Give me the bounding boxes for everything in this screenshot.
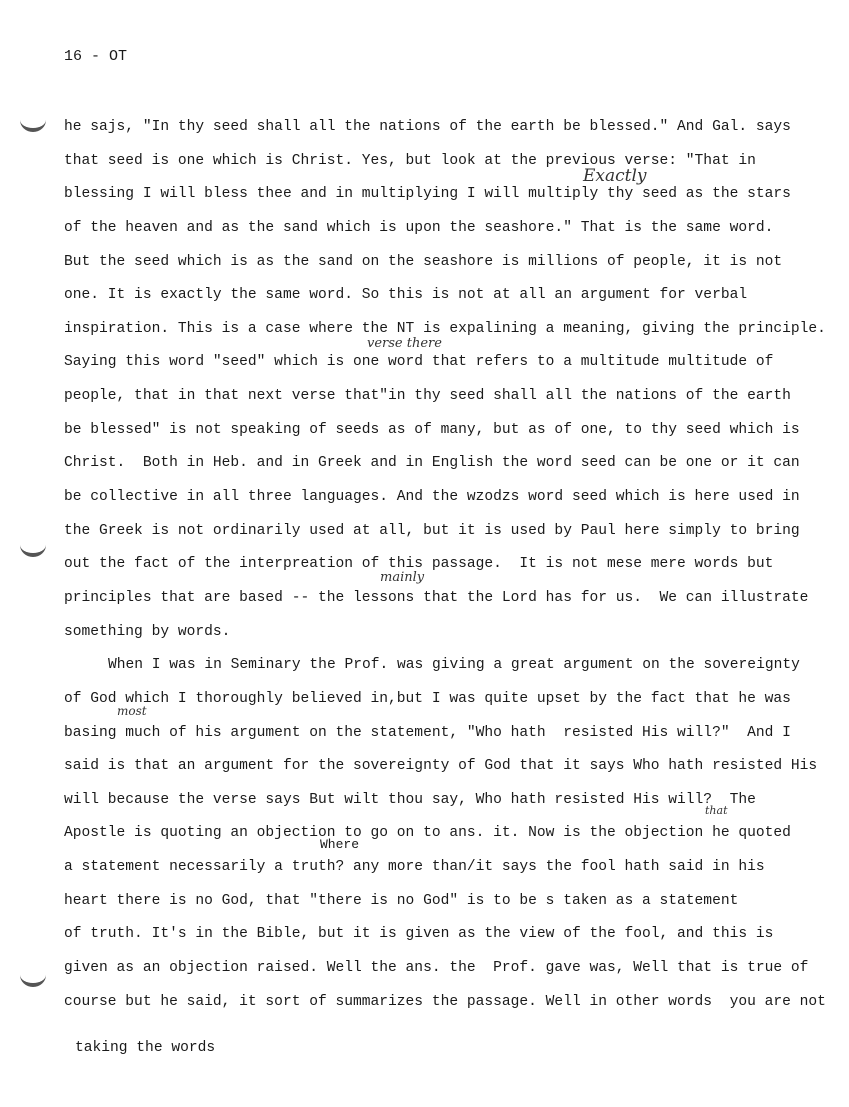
typed-insertion-where: Where [320,837,360,852]
hole-punch-mark [20,963,46,987]
text-line: Saying this word "seed" which is one word that refers to a multitude multitude of [64,354,774,371]
text-line: basing much of his argument on the statement, "Who hath resisted His will?" And I [64,724,791,741]
text-line: will because the verse says But wilt thou say, Who hath resisted His will? The [64,791,756,808]
handwritten-note-exactly: Exactly [583,166,647,186]
text-line: blessing I will bless thee and in multiplying I will multiply thy seed as the stars [64,186,791,203]
text-line: that seed is one which is Christ. Yes, but look at the previous verse: "That in [64,152,756,169]
text-line: When I was in Seminary the Prof. was giving a great argument on the sovereignty [108,657,800,674]
text-line: something by words. [64,623,231,640]
hole-punch-mark [20,108,46,132]
text-line: Apostle is quoting an objection to go on to ans. it. Now is the objection he quoted [64,825,791,842]
text-line: one. It is exactly the same word. So this is not at all an argument for verbal [64,287,748,304]
text-line: But the seed which is as the sand on the seashore is millions of people, it is not [64,253,783,270]
text-line: be collective in all three languages. And the wzodzs word seed which is here used in [64,489,800,506]
text-line: out the fact of the interpreation of this passage. It is not mese mere words but [64,556,774,573]
page-header: 16 - OT [64,48,128,65]
text-line: inspiration. This is a case where the NT is expalining a meaning, giving the principle. [64,320,826,337]
text-line: be blessed" is not speaking of seeds as of many, but as of one, to thy seed which is [64,421,800,438]
text-line: of truth. It's in the Bible, but it is given as the view of the fool, and this is [64,926,774,943]
text-line: principles that are based -- the lessons that the Lord has for us. We can illustrate [64,589,809,606]
text-line: he sajs, "In thy seed shall all the nations of the earth be blessed." And Gal. says [64,119,791,135]
hole-punch-mark [20,533,46,557]
handwritten-note-verse-there: verse there [367,336,442,351]
handwritten-note-that: that [705,804,728,817]
text-line: course but he said, it sort of summarizes the passage. Well in other words you are not [64,993,826,1010]
text-line: of God which I thoroughly believed in,but I was quite upset by the fact that he was [64,690,791,707]
handwritten-note-most: most [117,704,147,718]
text-line: said is that an argument for the sovereignty of God that it says Who hath resisted His [64,758,818,775]
text-line: given as an objection raised. Well the ans. the Prof. gave was, Well that is true of [64,960,809,977]
text-line: Christ. Both in Heb. and in Greek and in English the word seed can be one or it can [64,455,800,472]
text-line: heart there is no God, that "there is no God" is to be s taken as a statement [64,892,739,909]
text-line: a statement necessarily a truth? any more than/it says the fool hath said in his [64,859,765,876]
handwritten-note-mainly: mainly [380,570,425,585]
document-body [64,111,826,1019]
text-line: of the heaven and as the sand which is upon the seashore." That is the same word. [64,219,774,236]
text-line: the Greek is not ordinarily used at all, but it is used by Paul here simply to bring [64,522,800,539]
text-line: people, that in that next verse that"in thy seed shall all the nations of the earth [64,388,791,405]
last-line: taking the words [75,1040,216,1056]
